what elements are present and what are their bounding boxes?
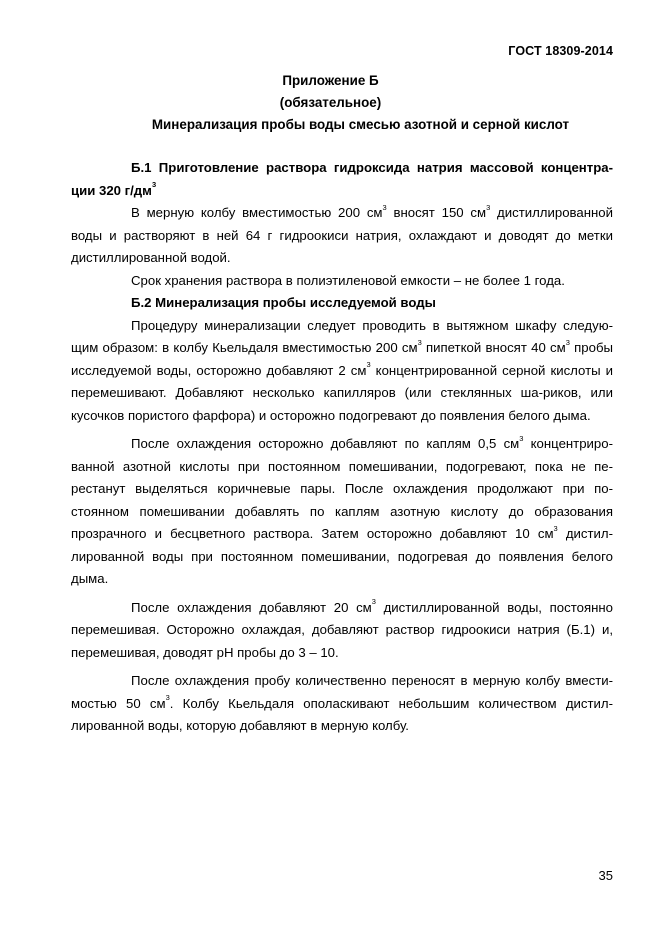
superscript: 3 (565, 337, 570, 347)
section-b2-paragraph-1 (71, 315, 613, 428)
section-b2-paragraph-4 (71, 670, 613, 738)
text-run: В мерную колбу вместимостью 200 см (131, 205, 383, 220)
appendix-status: (обязательное) (279, 95, 382, 110)
superscript: 3 (165, 693, 170, 703)
superscript: 3 (151, 180, 157, 190)
superscript: 3 (371, 597, 376, 607)
text-run: концентрированной серной кислоты и перемешивают. Добавляют несколько капилляров (или стеклянных ша-риков, или кусочков пористого фарфора) и осторожно подогревают до появления белого дыма. (71, 362, 614, 423)
section-b2-paragraph-3 (71, 597, 613, 665)
superscript: 3 (519, 433, 524, 443)
text-run: пробы исследуемой воды, осторожно добавляют 2 см (71, 340, 613, 378)
superscript: 3 (553, 523, 558, 533)
section-b1-heading-text: Б.1 Приготовление раствора гидроксида натрия массовой концентра-ции 320 г/дм (71, 160, 613, 198)
section-b1-paragraph-1 (71, 202, 613, 270)
text-run: концентриро-ванной азотной кислоты при постоянном помешивании, подогревают, пока не пе-рестанут выделяться коричневые пары. После охлаждения продолжают при по-стоянном помешивании добавлять по каплям азотную кислоту до образования прозрачного и бесцветного раствора. Затем осторожно добавляют 10 см (71, 436, 613, 541)
text-run: дистиллированной воды и растворяют в ней 64 г гидроокиси натрия, охлаждают и доводят до метки дистиллированной водой. (71, 205, 613, 265)
superscript: 3 (486, 202, 491, 212)
text-run: пипеткой вносят 40 см (421, 340, 566, 355)
section-b1-heading (71, 157, 613, 202)
body-text (71, 157, 613, 738)
text-run: дистил-лированной воды при постоянном помешивании, подогревая до появления белого дыма. (71, 526, 614, 586)
section-b1-paragraph-2: Срок хранения раствора в полиэтиленовой емкости – не более 1 года. (131, 272, 565, 288)
appendix-name: Минерализация пробы воды смесью азотной и серной кислот (151, 117, 570, 132)
text-run: После охлаждения пробу количественно переносят в мерную колбу вмести-мостью 50 см (71, 673, 613, 711)
superscript: 3 (382, 202, 387, 212)
appendix-title: Приложение Б (282, 73, 379, 88)
text-run: дистиллированной воды, постоянно перемешивая. Осторожно охлаждая, добавляют раствор гидроокиси натрия (Б.1) и, перемешивая, доводят pH пробы до 3 – 10. (71, 599, 613, 660)
text-run: Процедуру минерализации следует проводить в вытяжном шкафу следую-щим образом: в колбу Кьельдаля вместимостью 200 см (71, 317, 613, 355)
section-b2-heading: Б.2 Минерализация пробы исследуемой воды (131, 295, 436, 310)
section-b2-paragraph-2 (71, 433, 613, 591)
text-run: вносят 150 см (386, 205, 487, 220)
page-number: 35 (598, 868, 613, 883)
text-run: . Колбу Кьельдаля ополаскивают небольшим количеством дистил-лированной воды, которую добавляют в мерную колбу. (71, 695, 614, 733)
superscript: 3 (417, 337, 422, 347)
superscript: 3 (366, 360, 371, 370)
text-run: После охлаждения добавляют 20 см (131, 599, 372, 615)
text-run: После охлаждения осторожно добавляют по каплям 0,5 см (131, 436, 520, 451)
document-code: ГОСТ 18309-2014 (508, 44, 613, 58)
